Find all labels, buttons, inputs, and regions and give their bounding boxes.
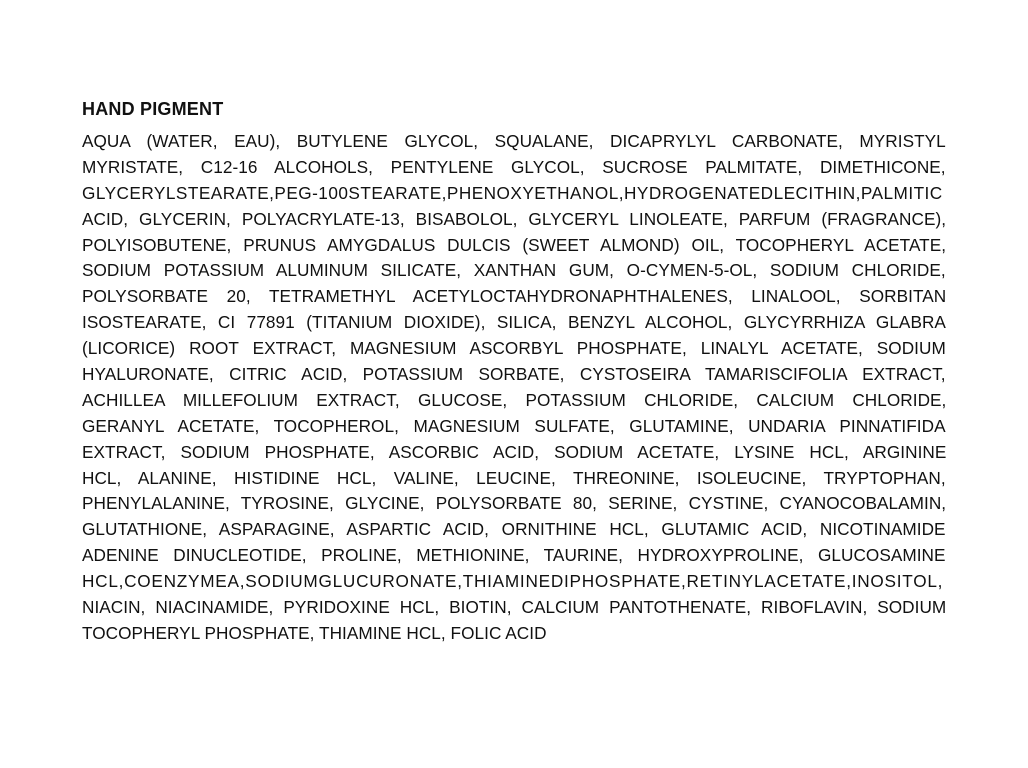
ingredient-line: SODIUM POTASSIUM ALUMINUM SILICATE, XANTHAN GUM, O-CYMEN-5-OL, SODIUM CHLORIDE, — [82, 260, 946, 281]
ingredient-line: ACHILLEA MILLEFOLIUM EXTRACT, GLUCOSE, POTASSIUM CHLORIDE, CALCIUM CHLORIDE, — [82, 389, 946, 410]
ingredient-line: GLUTATHIONE, ASPARAGINE, ASPARTIC ACID, ORNITHINE HCL, GLUTAMIC ACID, NICOTINAMIDE — [82, 519, 946, 540]
ingredient-line: AQUA (WATER, EAU), BUTYLENE GLYCOL, SQUALANE, DICAPRYLYL CARBONATE, MYRISTYL — [82, 131, 946, 151]
ingredient-line: POLYISOBUTENE, PRUNUS AMYGDALUS DULCIS (SWEET ALMOND) OIL, TOCOPHERYL ACETATE, — [82, 234, 946, 255]
ingredient-line: ISOSTEARATE, CI 77891 (TITANIUM DIOXIDE), SILICA, BENZYL ALCOHOL, GLYCYRRHIZA GLABRA — [82, 312, 946, 333]
ingredient-line: MYRISTATE, C12-16 ALCOHOLS, PENTYLENE GLYCOL, SUCROSE PALMITATE, DIMETHICONE, — [82, 156, 946, 177]
ingredient-line: HCL,COENZYMEA,SODIUMGLUCURONATE,THIAMINEDIPHOSPHATE,RETINYLACETATE,INOSITOL, — [82, 571, 944, 592]
ingredient-line: NIACIN, NIACINAMIDE, PYRIDOXINE HCL, BIOTIN, CALCIUM PANTOTHENATE, RIBOFLAVIN, SODIUM — [82, 597, 946, 618]
ingredient-line: TOCOPHERYL PHOSPHATE, THIAMINE HCL, FOLIC ACID — [82, 622, 547, 643]
ingredient-line: HYALURONATE, CITRIC ACID, POTASSIUM SORBATE, CYSTOSEIRA TAMARISCIFOLIA EXTRACT, — [82, 364, 946, 385]
ingredient-line: HCL, ALANINE, HISTIDINE HCL, VALINE, LEUCINE, THREONINE, ISOLEUCINE, TRYPTOPHAN, — [82, 467, 946, 488]
ingredient-panel — [82, 98, 946, 647]
ingredient-line: ADENINE DINUCLEOTIDE, PROLINE, METHIONINE, TAURINE, HYDROXYPROLINE, GLUCOSAMINE — [82, 545, 946, 566]
ingredient-line: ACID, GLYCERIN, POLYACRYLATE-13, BISABOLOL, GLYCERYL LINOLEATE, PARFUM (FRAGRANCE), — [82, 208, 946, 229]
ingredient-line: GERANYL ACETATE, TOCOPHEROL, MAGNESIUM SULFATE, GLUTAMINE, UNDARIA PINNATIFIDA — [82, 415, 946, 436]
ingredient-line: EXTRACT, SODIUM PHOSPHATE, ASCORBIC ACID, SODIUM ACETATE, LYSINE HCL, ARGININE — [82, 441, 946, 462]
ingredient-list — [82, 129, 946, 647]
ingredient-line: (LICORICE) ROOT EXTRACT, MAGNESIUM ASCORBYL PHOSPHATE, LINALYL ACETATE, SODIUM — [82, 338, 946, 359]
ingredient-line: POLYSORBATE 20, TETRAMETHYL ACETYLOCTAHYDRONAPHTHALENES, LINALOOL, SORBITAN — [82, 286, 946, 307]
product-title: HAND PIGMENT — [82, 99, 224, 119]
ingredient-line: GLYCERYLSTEARATE,PEG-100STEARATE,PHENOXYETHANOL,HYDROGENATEDLECITHIN,PALMITIC — [82, 182, 943, 203]
ingredient-line: PHENYLALANINE, TYROSINE, GLYCINE, POLYSORBATE 80, SERINE, CYSTINE, CYANOCOBALAMIN, — [82, 493, 946, 514]
